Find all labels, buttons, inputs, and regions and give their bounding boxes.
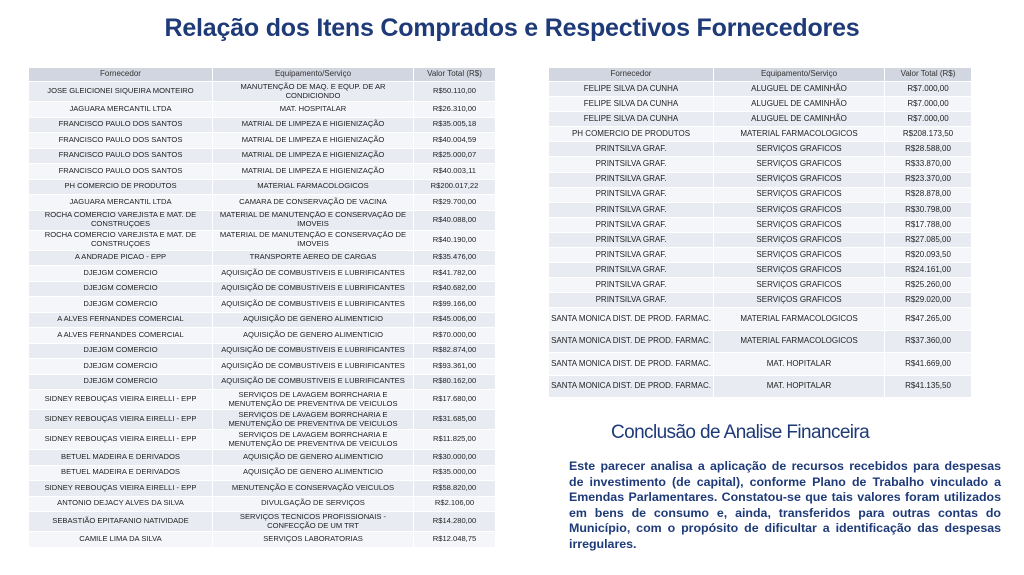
table-row xyxy=(29,390,495,409)
cell-total: R$41.669,00 xyxy=(885,353,971,375)
table-row xyxy=(549,157,971,171)
cell-total: R$41.135,50 xyxy=(885,376,971,398)
cell-item: TRANSPORTE AEREO DE CARGAS xyxy=(213,251,413,266)
table-row xyxy=(29,430,495,449)
cell-item: SERVIÇOS GRAFICOS xyxy=(714,203,884,217)
cell-supplier: JAGUARA MERCANTIL LTDA xyxy=(29,102,212,117)
cell-supplier: DJEJGM COMERCIO xyxy=(29,344,212,359)
cell-item: AQUISIÇÃO DE COMBUSTIVEIS E LUBRIFICANTES xyxy=(213,266,413,281)
cell-supplier: SANTA MONICA DIST. DE PROD. FARMAC. xyxy=(549,353,713,375)
cell-supplier: FRANCISCO PAULO DOS SANTOS xyxy=(29,118,212,133)
cell-total: R$17.680,00 xyxy=(414,390,495,409)
cell-item: SERVIÇOS TECNICOS PROFISSIONAIS - CONFECÇÃO DE UM TRT xyxy=(213,512,413,531)
table-row xyxy=(29,251,495,266)
cell-supplier: DJEJGM COMERCIO xyxy=(29,359,212,374)
table-row xyxy=(29,313,495,328)
table-row xyxy=(29,102,495,117)
cell-total: R$31.685,00 xyxy=(414,410,495,429)
table-row xyxy=(549,263,971,277)
cell-supplier: PRINTSILVA GRAF. xyxy=(549,218,713,232)
cell-supplier: A ANDRADE PICAO - EPP xyxy=(29,251,212,266)
cell-item: SERVIÇOS GRAFICOS xyxy=(714,293,884,307)
table-row xyxy=(549,218,971,232)
cell-total: R$40.004,59 xyxy=(414,133,495,148)
cell-item: SERVIÇOS DE LAVAGEM BORRCHARIA E MENUTENÇÃO DE PREVENTIVA DE VEICULOS xyxy=(213,410,413,429)
cell-total: R$28.588,00 xyxy=(885,142,971,156)
cell-item: MATERIAL DE MANUTENÇÃO E CONSERVAÇÃO DE IMOVEIS xyxy=(213,231,413,250)
cell-item: AQUISIÇÃO DE GENERO ALIMENTICIO xyxy=(213,466,413,481)
cell-item: ALUGUEL DE CAMINHÃO xyxy=(714,112,884,126)
table-row xyxy=(29,375,495,390)
cell-total: R$45.006,00 xyxy=(414,313,495,328)
table-row xyxy=(549,142,971,156)
table-row xyxy=(549,97,971,111)
cell-item: SERVIÇOS GRAFICOS xyxy=(714,173,884,187)
cell-total: R$11.825,00 xyxy=(414,430,495,449)
cell-supplier: A ALVES FERNANDES COMERCIAL xyxy=(29,328,212,343)
column-header-supplier: Fornecedor xyxy=(549,68,713,81)
cell-item: AQUISIÇÃO DE COMBUSTIVEIS E LUBRIFICANTES xyxy=(213,375,413,390)
cell-supplier: DJEJGM COMERCIO xyxy=(29,266,212,281)
table-row xyxy=(549,293,971,307)
cell-item: AQUISIÇÃO DE COMBUSTIVEIS E LUBRIFICANTES xyxy=(213,282,413,297)
table-row xyxy=(549,127,971,141)
column-header-item: Equipamento/Serviço xyxy=(714,68,884,81)
table-row xyxy=(29,466,495,481)
cell-supplier: PRINTSILVA GRAF. xyxy=(549,173,713,187)
cell-total: R$30.798,00 xyxy=(885,203,971,217)
cell-supplier: PRINTSILVA GRAF. xyxy=(549,293,713,307)
cell-supplier: BETUEL MADEIRA E DERIVADOS xyxy=(29,466,212,481)
cell-item: AQUISIÇÃO DE COMBUSTIVEIS E LUBRIFICANTES xyxy=(213,344,413,359)
table-row xyxy=(29,359,495,374)
cell-total: R$29.700,00 xyxy=(414,195,495,210)
table-row xyxy=(29,512,495,531)
cell-total: R$200.017,22 xyxy=(414,180,495,195)
cell-supplier: PH COMERCIO DE PRODUTOS xyxy=(549,127,713,141)
cell-item: SERVIÇOS GRAFICOS xyxy=(714,278,884,292)
cell-total: R$93.361,00 xyxy=(414,359,495,374)
table-row xyxy=(549,331,971,353)
cell-total: R$33.870,00 xyxy=(885,157,971,171)
table-row xyxy=(549,376,971,398)
cell-item: SERVIÇOS GRAFICOS xyxy=(714,218,884,232)
table-row xyxy=(29,164,495,179)
cell-supplier: FELIPE SILVA DA CUNHA xyxy=(549,112,713,126)
cell-total: R$208.173,50 xyxy=(885,127,971,141)
cell-supplier: JOSE GLEICIONEI SIQUEIRA MONTEIRO xyxy=(29,82,212,101)
cell-total: R$25.260,00 xyxy=(885,278,971,292)
cell-item: DIVULGAÇÃO DE SERVIÇOS xyxy=(213,497,413,512)
cell-supplier: A ALVES FERNANDES COMERCIAL xyxy=(29,313,212,328)
cell-item: AQUISIÇÃO DE COMBUSTIVEIS E LUBRIFICANTES xyxy=(213,359,413,374)
cell-total: R$37.360,00 xyxy=(885,331,971,353)
cell-supplier: SIDNEY REBOUÇAS VIEIRA EIRELLI - EPP xyxy=(29,410,212,429)
table-row xyxy=(29,344,495,359)
cell-total: R$20.093,50 xyxy=(885,248,971,262)
table-row xyxy=(549,353,971,375)
cell-total: R$28.878,00 xyxy=(885,188,971,202)
cell-item: SERVIÇOS LABORATORIAS xyxy=(213,532,413,547)
right-suppliers-table xyxy=(548,67,972,398)
cell-item: AQUISIÇÃO DE GENERO ALIMENTICIO xyxy=(213,313,413,328)
cell-item: SERVIÇOS GRAFICOS xyxy=(714,157,884,171)
cell-total: R$40.190,00 xyxy=(414,231,495,250)
cell-total: R$29.020,00 xyxy=(885,293,971,307)
cell-supplier: DJEJGM COMERCIO xyxy=(29,282,212,297)
table-row xyxy=(29,450,495,465)
conclusion-title: Conclusão de Analise Financeira xyxy=(611,422,870,443)
cell-item: MATRIAL DE LIMPEZA E HIGIENIZAÇÃO xyxy=(213,118,413,133)
table-row xyxy=(549,82,971,96)
table-row xyxy=(29,82,495,101)
cell-supplier: PRINTSILVA GRAF. xyxy=(549,188,713,202)
cell-supplier: DJEJGM COMERCIO xyxy=(29,375,212,390)
cell-total: R$41.782,00 xyxy=(414,266,495,281)
cell-total: R$80.162,00 xyxy=(414,375,495,390)
cell-total: R$40.088,00 xyxy=(414,211,495,230)
cell-supplier: FRANCISCO PAULO DOS SANTOS xyxy=(29,133,212,148)
table-header-row xyxy=(29,68,495,81)
cell-total: R$7.000,00 xyxy=(885,112,971,126)
cell-supplier: BETUEL MADEIRA E DERIVADOS xyxy=(29,450,212,465)
table-row xyxy=(549,203,971,217)
cell-total: R$26.310,00 xyxy=(414,102,495,117)
cell-supplier: PRINTSILVA GRAF. xyxy=(549,203,713,217)
table-row xyxy=(29,410,495,429)
cell-total: R$99.166,00 xyxy=(414,297,495,312)
cell-supplier: FELIPE SILVA DA CUNHA xyxy=(549,97,713,111)
cell-item: SERVIÇOS DE LAVAGEM BORRCHARIA E MENUTENÇÃO DE PREVENTIVA DE VEICULOS xyxy=(213,430,413,449)
cell-supplier: FELIPE SILVA DA CUNHA xyxy=(549,82,713,96)
cell-item: SERVIÇOS GRAFICOS xyxy=(714,142,884,156)
cell-supplier: SANTA MONICA DIST. DE PROD. FARMAC. xyxy=(549,331,713,353)
cell-supplier: ROCHA COMERCIO VAREJISTA E MAT. DE CONSTRUÇOES xyxy=(29,211,212,230)
table-row xyxy=(29,180,495,195)
cell-supplier: FRANCISCO PAULO DOS SANTOS xyxy=(29,164,212,179)
page-title: Relação dos Itens Comprados e Respectivos Fornecedores xyxy=(164,14,860,42)
cell-total: R$40.682,00 xyxy=(414,282,495,297)
cell-supplier: PRINTSILVA GRAF. xyxy=(549,233,713,247)
cell-supplier: JAGUARA MERCANTIL LTDA xyxy=(29,195,212,210)
table-row xyxy=(29,231,495,250)
cell-item: MAT. HOPITALAR xyxy=(714,376,884,398)
table-row xyxy=(29,266,495,281)
cell-item: MAT. HOPITALAR xyxy=(714,353,884,375)
cell-item: ALUGUEL DE CAMINHÃO xyxy=(714,82,884,96)
cell-item: MANUTENÇÃO DE MAQ. E EQUP. DE AR CONDICIONDO xyxy=(213,82,413,101)
cell-item: CAMARA DE CONSERVAÇÃO DE VACINA xyxy=(213,195,413,210)
cell-supplier: CAMILE LIMA DA SILVA xyxy=(29,532,212,547)
cell-item: MATRIAL DE LIMPEZA E HIGIENIZAÇÃO xyxy=(213,133,413,148)
table-row xyxy=(29,118,495,133)
cell-item: ALUGUEL DE CAMINHÃO xyxy=(714,97,884,111)
cell-item: MAT. HOSPITALAR xyxy=(213,102,413,117)
cell-item: AQUISIÇÃO DE GENERO ALIMENTICIO xyxy=(213,450,413,465)
cell-supplier: DJEJGM COMERCIO xyxy=(29,297,212,312)
cell-total: R$40.003,11 xyxy=(414,164,495,179)
table-row xyxy=(549,248,971,262)
cell-supplier: SEBASTIÃO EPITAFANIO NATIVIDADE xyxy=(29,512,212,531)
cell-supplier: PH COMERCIO DE PRODUTOS xyxy=(29,180,212,195)
cell-item: SERVIÇOS DE LAVAGEM BORRCHARIA E MENUTENÇÃO DE PREVENTIVA DE VEICULOS xyxy=(213,390,413,409)
table-row xyxy=(29,297,495,312)
conclusion-text: Este parecer analisa a aplicação de recursos recebidos para despesas de investimento (de capital), conforme Plano de Trabalho vinculado a Emendas Parlamentares. Constatou-se que tais valores foram utilizados em bens de consumo e, ainda, transferidos para outras contas do Município, com o propósito de dificultar a identificação das despesas irregulares. xyxy=(569,459,1001,551)
cell-total: R$35.005,18 xyxy=(414,118,495,133)
cell-total: R$24.161,00 xyxy=(885,263,971,277)
cell-supplier: SIDNEY REBOUÇAS VIEIRA EIRELLI - EPP xyxy=(29,430,212,449)
cell-total: R$23.370,00 xyxy=(885,173,971,187)
cell-supplier: ROCHA COMERCIO VAREJISTA E MAT. DE CONSTRUÇOES xyxy=(29,231,212,250)
cell-total: R$14.280,00 xyxy=(414,512,495,531)
cell-supplier: PRINTSILVA GRAF. xyxy=(549,157,713,171)
cell-item: MATRIAL DE LIMPEZA E HIGIENIZAÇÃO xyxy=(213,149,413,164)
table-row xyxy=(29,532,495,547)
cell-total: R$30.000,00 xyxy=(414,450,495,465)
table-row xyxy=(29,328,495,343)
cell-total: R$82.874,00 xyxy=(414,344,495,359)
cell-supplier: PRINTSILVA GRAF. xyxy=(549,248,713,262)
cell-total: R$47.265,00 xyxy=(885,308,971,330)
table-row xyxy=(29,497,495,512)
table-row xyxy=(29,149,495,164)
table-row xyxy=(549,112,971,126)
cell-supplier: SANTA MONICA DIST. DE PROD. FARMAC. xyxy=(549,376,713,398)
cell-total: R$27.085,00 xyxy=(885,233,971,247)
table-row xyxy=(549,188,971,202)
cell-item: MATERIAL FARMACOLOGICOS xyxy=(213,180,413,195)
table-row xyxy=(29,211,495,230)
cell-item: MENUTENÇÃO E CONSERVAÇÃO VEICULOS xyxy=(213,481,413,496)
table-row xyxy=(29,481,495,496)
table-row xyxy=(549,173,971,187)
cell-total: R$50.110,00 xyxy=(414,82,495,101)
cell-item: SERVIÇOS GRAFICOS xyxy=(714,248,884,262)
cell-item: SERVIÇOS GRAFICOS xyxy=(714,233,884,247)
cell-total: R$7.000,00 xyxy=(885,82,971,96)
table-row xyxy=(29,282,495,297)
cell-item: MATERIAL FARMACOLOGICOS xyxy=(714,308,884,330)
cell-total: R$35.476,00 xyxy=(414,251,495,266)
left-suppliers-table xyxy=(28,67,496,548)
column-header-total: Valor Total (R$) xyxy=(414,68,495,81)
cell-supplier: PRINTSILVA GRAF. xyxy=(549,278,713,292)
table-row xyxy=(549,233,971,247)
column-header-total: Valor Total (R$) xyxy=(885,68,971,81)
cell-item: SERVIÇOS GRAFICOS xyxy=(714,263,884,277)
column-header-supplier: Fornecedor xyxy=(29,68,212,81)
cell-total: R$25.000,07 xyxy=(414,149,495,164)
cell-item: MATERIAL DE MANUTENÇÃO E CONSERVAÇÃO DE IMOVEIS xyxy=(213,211,413,230)
cell-item: SERVIÇOS GRAFICOS xyxy=(714,188,884,202)
cell-supplier: SANTA MONICA DIST. DE PROD. FARMAC. xyxy=(549,308,713,330)
table-row xyxy=(29,195,495,210)
column-header-item: Equipamento/Serviço xyxy=(213,68,413,81)
cell-supplier: SIDNEY REBOUÇAS VIEIRA EIRELLI - EPP xyxy=(29,390,212,409)
cell-supplier: PRINTSILVA GRAF. xyxy=(549,263,713,277)
cell-supplier: PRINTSILVA GRAF. xyxy=(549,142,713,156)
cell-total: R$35.000,00 xyxy=(414,466,495,481)
cell-total: R$58.820,00 xyxy=(414,481,495,496)
cell-item: AQUISIÇÃO DE COMBUSTIVEIS E LUBRIFICANTES xyxy=(213,297,413,312)
cell-total: R$70.000,00 xyxy=(414,328,495,343)
cell-item: MATERIAL FARMACOLOGICOS xyxy=(714,331,884,353)
cell-item: MATERIAL FARMACOLOGICOS xyxy=(714,127,884,141)
table-row xyxy=(549,278,971,292)
cell-total: R$7.000,00 xyxy=(885,97,971,111)
cell-item: MATRIAL DE LIMPEZA E HIGIENIZAÇÃO xyxy=(213,164,413,179)
cell-supplier: FRANCISCO PAULO DOS SANTOS xyxy=(29,149,212,164)
cell-total: R$2.106,00 xyxy=(414,497,495,512)
cell-total: R$12.048,75 xyxy=(414,532,495,547)
table-row xyxy=(549,308,971,330)
table-header-row xyxy=(549,68,971,81)
cell-item: AQUISIÇÃO DE GENERO ALIMENTICIO xyxy=(213,328,413,343)
table-row xyxy=(29,133,495,148)
cell-total: R$17.788,00 xyxy=(885,218,971,232)
cell-supplier: ANTONIO DEJACY ALVES DA SILVA xyxy=(29,497,212,512)
cell-supplier: SIDNEY REBOUÇAS VIEIRA EIRELLI - EPP xyxy=(29,481,212,496)
